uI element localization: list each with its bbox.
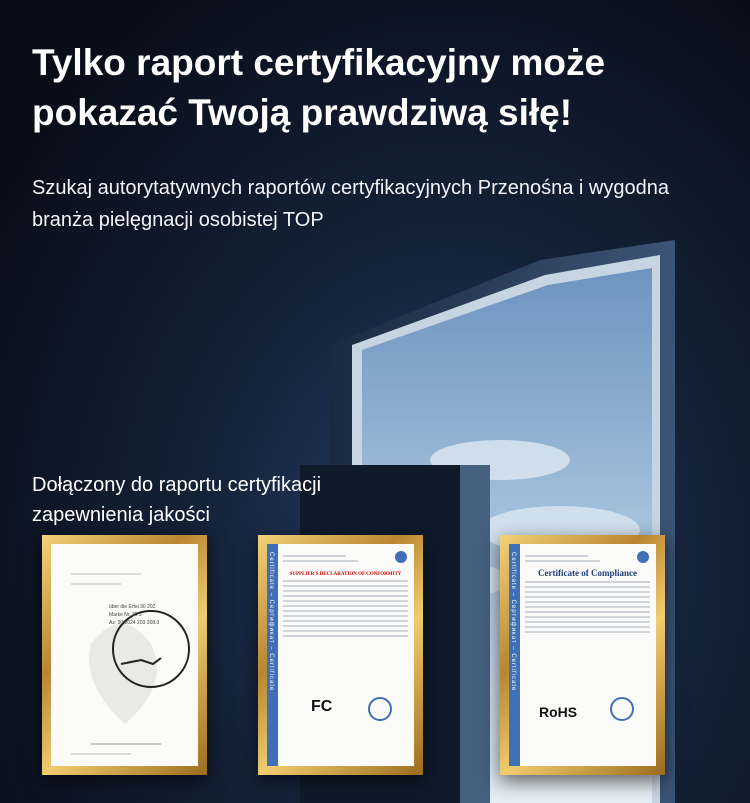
headline: Tylko raport certyfikacyjny może pokazać Twoją prawdziwą siłę! xyxy=(32,42,606,133)
patent-document xyxy=(51,544,198,766)
certificate-side-strip: Certificate – Сертификат – Certificate xyxy=(509,544,520,766)
eagle-emblem-icon xyxy=(51,544,198,766)
subheadline: Szukaj autorytatywnych raportów certyfikacyjnych Przenośna i wygodna branża pielęgnacji osobistej TOP xyxy=(32,177,669,231)
company-logo-icon xyxy=(394,550,408,564)
fcc-certificate xyxy=(267,544,414,766)
stamp-line-1: über die Ertei 30 202 xyxy=(109,604,156,610)
stamp-number: Az: 30 2024 203 308.3 xyxy=(109,620,160,626)
certificate-frame-1 xyxy=(42,535,207,775)
rohs-certificate xyxy=(509,544,656,766)
stamp-line-2: Marke Nr. 30 2 xyxy=(109,612,142,618)
fcc-logo-icon: FC xyxy=(311,698,333,715)
rohs-logo-icon: RoHS xyxy=(539,704,578,720)
seal-icon xyxy=(609,696,635,722)
company-logo-icon xyxy=(636,550,650,564)
certificate-frame-3 xyxy=(500,535,665,775)
certificate-frame-2 xyxy=(258,535,423,775)
certificate-side-strip: Certificate – Сертификат – Certificate xyxy=(267,544,278,766)
seal-icon xyxy=(367,696,393,722)
certificate-title: Certificate of Compliance xyxy=(538,568,637,578)
certificates-caption: Dołączony do raportu certyfikacji zapewnienia jakości xyxy=(32,474,322,526)
certificate-title: SUPPLIER'S DECLARATION OF CONFORMITY xyxy=(289,572,402,577)
